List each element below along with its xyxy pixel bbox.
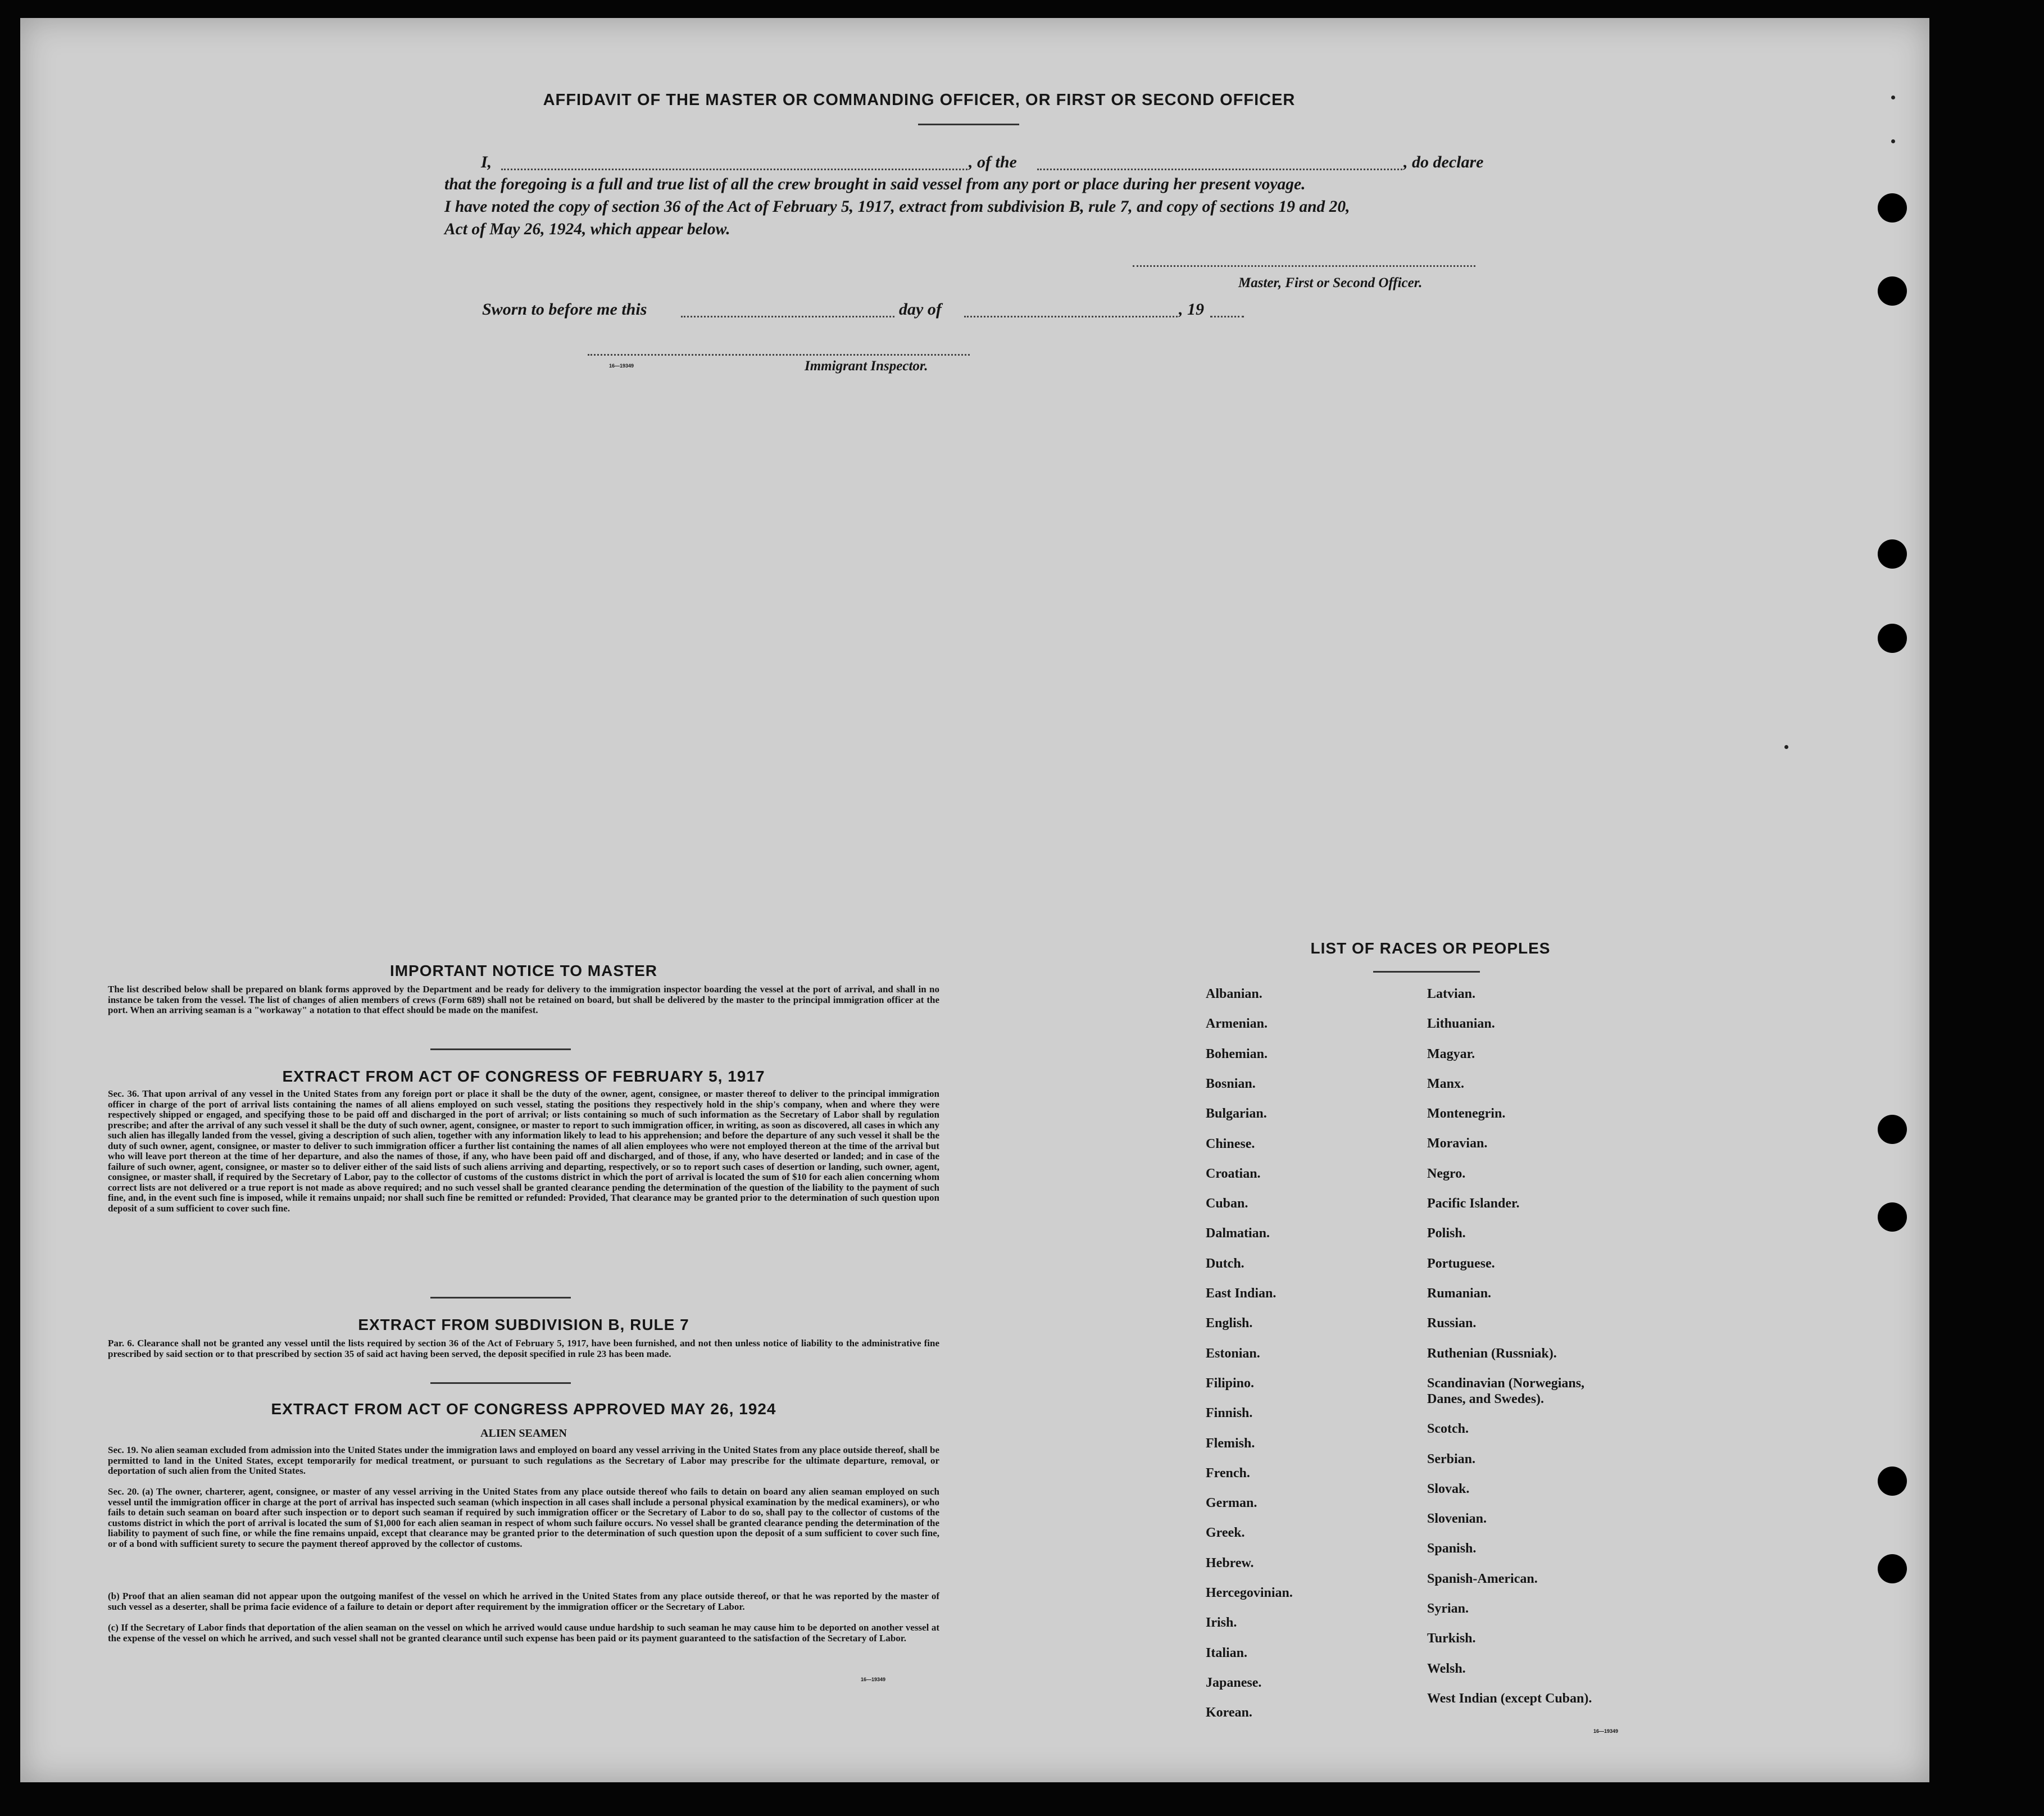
race-item: Latvian. [1427,987,1476,1001]
declarant-prefix: I, [481,153,492,171]
form-number: 16—19349 [609,363,634,369]
race-item: West Indian (except Cuban). [1427,1691,1592,1706]
speck [1891,139,1895,143]
race-item: Japanese. [1206,1676,1262,1690]
race-item: Moravian. [1427,1136,1488,1151]
race-item: Dutch. [1206,1256,1244,1271]
extract-1924-subtitle: ALIEN SEAMEN [480,1427,567,1440]
document-page [20,18,1929,1782]
race-item: Russian. [1427,1316,1477,1331]
race-item: French. [1206,1466,1250,1481]
race-item: Flemish. [1206,1436,1255,1451]
race-item: Armenian. [1206,1016,1268,1031]
race-item: Italian. [1206,1646,1248,1660]
day-of-label: day of [899,300,942,319]
race-item: Finnish. [1206,1406,1253,1420]
races-rule [1373,971,1480,973]
notice-body: The list described below shall be prepared on blank forms approved by the Department and be ready for delivery to the immigration inspector boarding the vessel at the port of arrival, and shall in no instance be taken from the vessel. The list of changes of alien members of crews (Form 689) shall not be retained on board, but shall be delivered by the master to the principal immigration officer at the port. When an arriving seaman is a "workaway" a notation to that effect should be made on the manifest. [108,984,939,1015]
race-item: English. [1206,1316,1253,1331]
punch-hole [1878,193,1907,223]
punch-hole [1878,276,1907,306]
race-item: Magyar. [1427,1047,1475,1061]
declarant-name-field[interactable] [501,169,968,170]
race-item: Filipino. [1206,1376,1255,1391]
race-item: Slovenian. [1427,1511,1487,1526]
punch-hole [1878,1115,1907,1144]
race-item: Greek. [1206,1526,1245,1540]
races-title: LIST OF RACES OR PEOPLES [1310,939,1551,957]
race-item: Hercegovinian. [1206,1586,1293,1600]
punch-hole [1878,1554,1907,1583]
race-item: Lithuanian. [1427,1016,1495,1031]
race-item: Ruthenian (Russniak). [1427,1346,1557,1361]
punch-hole [1878,624,1907,653]
race-item: Albanian. [1206,987,1262,1001]
punch-hole [1878,1467,1907,1496]
affidavit-title: AFFIDAVIT OF THE MASTER OR COMMANDING OFFICER, OR FIRST OR SECOND OFFICER [543,91,1296,109]
do-declare-label: , do declare [1403,153,1484,171]
race-item: Pacific Islander. [1427,1196,1520,1211]
race-item: Portuguese. [1427,1256,1495,1271]
extract-1917-body: Sec. 36. That upon arrival of any vessel in the United States from any foreign port or place it shall be the duty of the owner, agent, consignee, or master thereof to deliver to the principal immigration officer in charge of the port of arrival lists containing the names of all aliens employed on such vessel, stating the positions they respectively hold in the ship's company, when and where they were respectively shipped or engaged, and specifying those to be paid off and discharged in the port of arrival; or lists containing so much of such information as the Secretary of Labor shall by regulation prescribe; and after the arrival of any such vessel it shall be the duty of such owner, agent, consignee, or master to report to such immigration officer, in writing, as soon as discovered, all cases in which any such alien has illegally landed from the vessel, giving a description of such alien, together with any information likely to lead to his apprehension; and before the departure of any such vessel it shall be the duty of such owner, agent, consignee, or master to deliver to such immigration officer a further list containing the names of all alien employees who were not employed thereon at the time of the arrival but who will leave port thereon at the time of her departure, and also the names of those, if any, who have been paid off and discharged, and of those, if any, who have deserted or landed; and in case of the failure of such owner, agent, consignee, or master so to deliver either of the said lists of such aliens arriving and departing, respectively, or so to report such cases of desertion or landing, such owner, agent, consignee, or master shall, if required by the Secretary of Labor, pay to the collector of customs of the customs district in which the port of arrival is located the sum of $10 for each alien concerning whom correct lists are not delivered or a true report is not made as above required; and no such vessel shall be granted clearance pending the determination of the question of the liability to the payment of such fine, and, in the event such fine is imposed, while it remains unpaid; nor shall such fine be remitted or refunded: Provided, That clearance may be granted prior to the determination of such question upon deposit of a sum sufficient to cover such fine. [108,1088,939,1214]
race-item: Danes, and Swedes). [1427,1392,1545,1406]
race-item: Syrian. [1427,1601,1469,1616]
inspector-label: Immigrant Inspector. [805,358,928,374]
race-item: Negro. [1427,1166,1466,1181]
declaration-line-3: I have noted the copy of section 36 of the Act of February 5, 1917, extract from subdivision B, rule 7, and copy of sections 19 and 20, [444,198,1350,216]
race-item: Scandinavian (Norwegians, [1427,1376,1585,1391]
race-item: Bohemian. [1206,1047,1268,1061]
race-item: Spanish. [1427,1541,1477,1556]
speck [1784,745,1788,749]
race-item: Serbian. [1427,1452,1476,1467]
declaration-line-2: that the foregoing is a full and true list of all the crew brought in said vessel from any port or place during her present voyage. [444,175,1306,193]
form-number: 16—19349 [861,1677,886,1682]
race-item: Korean. [1206,1705,1252,1720]
year-label: , 19 [1179,300,1204,319]
sec-20b-text: (b) Proof that an alien seaman did not appear upon the outgoing manifest of the vessel on which he arrived in the United States from any place outside thereof, or that he was reported by the master of such vessel as a deserter, shall be prima facie evidence of a failure to detain or deport after requirement by the immigration officer or the Secretary of Labor. [108,1591,939,1612]
punch-hole [1878,1202,1907,1232]
divider [430,1382,571,1384]
race-item: Manx. [1427,1077,1464,1091]
vessel-name-field[interactable] [1037,169,1402,170]
master-signature-field[interactable] [1133,265,1475,267]
race-item: Irish. [1206,1615,1237,1630]
sec-20a-text: Sec. 20. (a) The owner, charterer, agent, consignee, or master of any vessel arriving in the United States from any place outside thereof who fails to detain on board any alien seaman employed on such vessel until the immigration officer in charge at the port of arrival has inspected such seaman (which inspection in all cases shall include a personal physical examination by the medical examiners), or who fails to detain such seaman on board after such inspection or to deport such seaman if required by such immigration officer or the Secretary of Labor to do so, shall pay to the collector of customs of the customs district in which the port of arrival is located the sum of $1,000 for each alien seaman in respect of whom such failure occurs. No vessel shall be granted clearance pending the determination of the liability to payment of such fine, or while the fine remains unpaid, except that clearance may be granted prior to the determination of such question upon the deposit of a sum sufficient to cover such fine, or of a bond with sufficient surety to secure the payment thereof approved by the collector of customs. [108,1486,939,1549]
race-item: Spanish-American. [1427,1572,1538,1586]
race-item: Montenegrin. [1427,1106,1506,1121]
inspector-signature-field[interactable] [588,354,970,356]
of-the-label: , of the [969,153,1017,171]
race-item: Bulgarian. [1206,1106,1267,1121]
form-number: 16—19349 [1593,1728,1619,1734]
race-item: German. [1206,1496,1257,1510]
extract-1917-title: EXTRACT FROM ACT OF CONGRESS OF FEBRUARY 5, 1917 [282,1068,765,1085]
sec-20c-text: (c) If the Secretary of Labor finds that deportation of the alien seaman on the vessel on which he arrived would cause undue hardship to such seaman he may cause him to be deported on another vessel at the expense of the vessel on which he arrived, and such vessel shall not be granted clearance until such expense has been paid or its payment guaranteed to the satisfaction of the Secretary of Labor. [108,1622,939,1644]
race-item: Cuban. [1206,1196,1248,1211]
rule-7-body: Par. 6. Clearance shall not be granted any vessel until the lists required by section 36 of the Act of February 5, 1917, have been furnished, and not then unless notice of liability to the administrative fine prescribed by said section or to that prescribed by section 35 of said act having been served, the deposit specified in rule 23 has been made. [108,1338,939,1359]
divider [430,1297,571,1299]
sec-19-text: Sec. 19. No alien seaman excluded from admission into the United States under the immigration laws and employed on board any vessel arriving in the United States from any place outside thereof, shall be permitted to land in the United States, except temporarily for medical treatment, or pursuant to such regulations as the Secretary of Labor may prescribe for the ultimate departure, removal, or deportation of such alien from the United States. [108,1445,939,1476]
race-item: Dalmatian. [1206,1226,1270,1241]
race-item: Polish. [1427,1226,1466,1241]
race-item: Welsh. [1427,1661,1466,1676]
divider [430,1048,571,1050]
race-item: Croatian. [1206,1166,1261,1181]
sworn-month-field[interactable] [964,316,1178,317]
race-item: Estonian. [1206,1346,1260,1361]
race-item: Bosnian. [1206,1077,1256,1091]
title-rule [918,124,1019,125]
master-signature-label: Master, First or Second Officer. [1238,275,1423,290]
sworn-year-field[interactable] [1210,316,1244,317]
race-item: Rumanian. [1427,1286,1492,1301]
race-item: Hebrew. [1206,1556,1254,1570]
sworn-day-field[interactable] [681,316,894,317]
race-item: Turkish. [1427,1631,1476,1646]
race-item: East Indian. [1206,1286,1277,1301]
rule-7-title: EXTRACT FROM SUBDIVISION B, RULE 7 [358,1316,689,1333]
race-item: Slovak. [1427,1482,1470,1496]
race-item: Scotch. [1427,1422,1469,1436]
punch-hole [1878,539,1907,569]
speck [1891,96,1895,99]
race-item: Chinese. [1206,1137,1255,1151]
notice-title: IMPORTANT NOTICE TO MASTER [389,962,658,979]
extract-1924-title: EXTRACT FROM ACT OF CONGRESS APPROVED MAY 26, 1924 [271,1400,776,1418]
declaration-line-4: Act of May 26, 1924, which appear below. [444,220,730,238]
sworn-label: Sworn to before me this [482,300,647,319]
